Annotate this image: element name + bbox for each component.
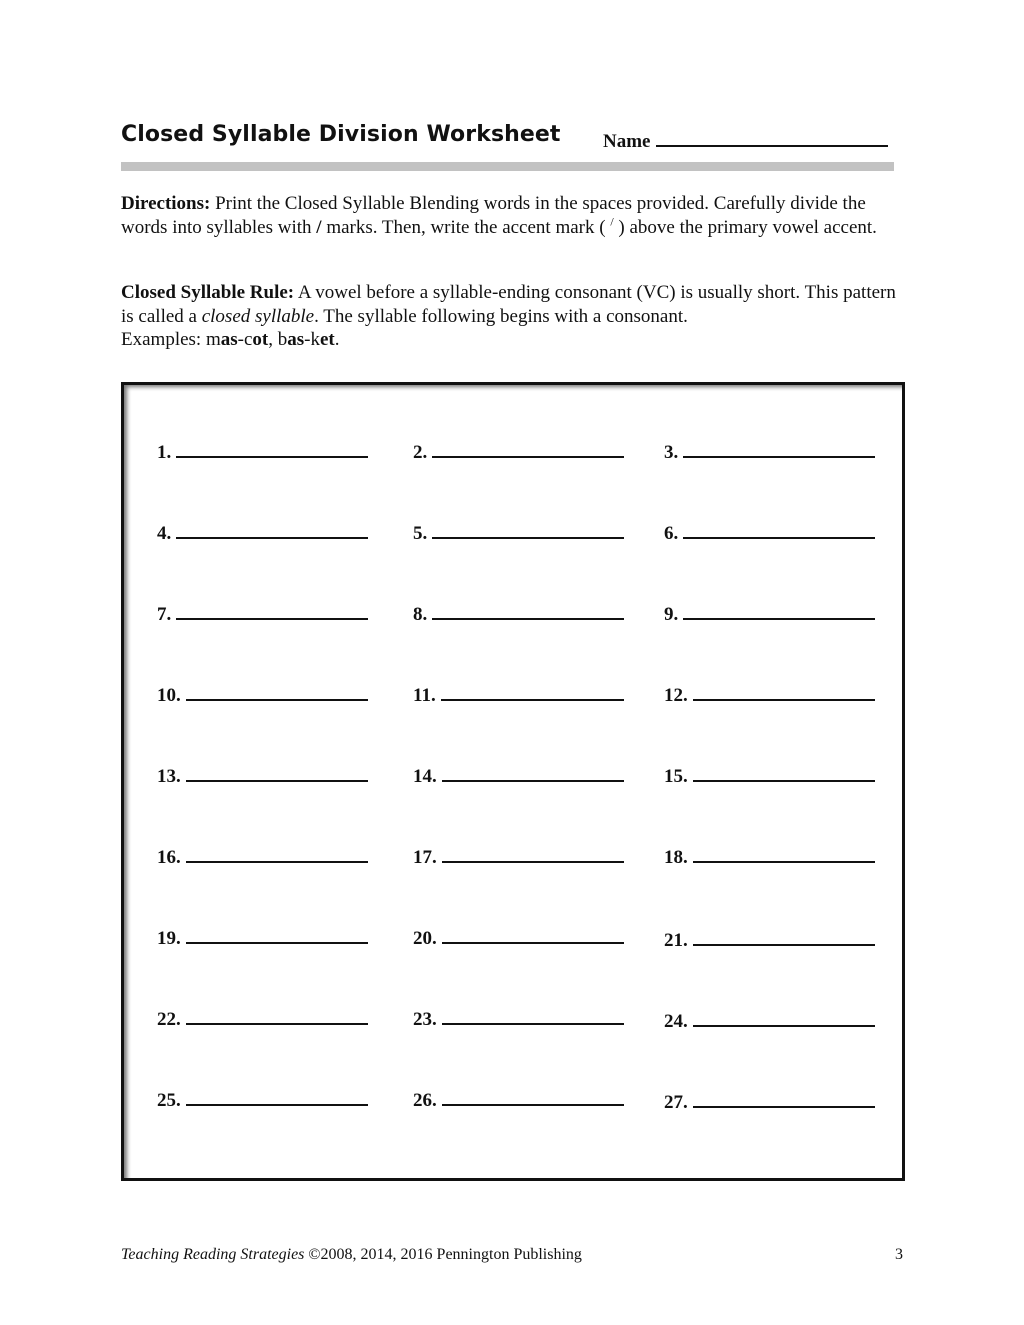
answer-blank[interactable] [442,762,624,782]
answer-item [157,1086,368,1112]
answer-blank[interactable] [693,762,875,782]
item-number: 23. [413,1009,437,1030]
answer-item [664,1007,875,1033]
item-number: 11. [413,685,436,706]
item-number: 1. [157,442,172,463]
answer-item [413,924,624,950]
answer-item [413,1005,624,1031]
item-number: 12. [664,685,688,706]
page-number: 3 [895,1246,903,1263]
answer-item [413,762,624,788]
answer-item [664,843,875,869]
answer-item [157,1005,368,1031]
answer-blank[interactable] [186,843,368,863]
item-number: 27. [664,1092,688,1113]
answer-item [413,438,624,464]
answer-blank[interactable] [176,438,368,458]
answer-item [157,843,368,869]
item-number: 2. [413,442,428,463]
answer-blank[interactable] [442,1005,624,1025]
answer-blank[interactable] [441,681,624,701]
footer-copyright: ©2008, 2014, 2016 Pennington Publishing [304,1246,582,1263]
answer-blank[interactable] [176,600,368,620]
item-number: 3. [664,442,679,463]
directions-text-b: marks. Then, write the accent mark ( [321,216,611,238]
answer-item [664,438,875,464]
answer-item [664,926,875,952]
item-number: 10. [157,685,181,706]
item-number: 4. [157,523,172,544]
answer-blank[interactable] [186,1086,368,1106]
answer-blank[interactable] [186,924,368,944]
item-number: 8. [413,604,428,625]
answer-item [157,438,368,464]
answer-blank[interactable] [683,438,875,458]
footer-book-title: Teaching Reading Strategies [121,1246,305,1263]
examples-label: Examples: [121,329,206,350]
rule-text-a: A vowel before a syllable-ending consonant (VC) is usually short. This pattern is called a [121,282,896,327]
item-number: 9. [664,604,679,625]
answer-blank[interactable] [186,1005,368,1025]
directions-label: Directions: [121,193,211,214]
answer-item [664,1088,875,1114]
answer-item [664,600,875,626]
item-number: 14. [413,766,437,787]
item-number: 15. [664,766,688,787]
answer-blank[interactable] [442,843,624,863]
answer-item [157,681,368,707]
directions-text-c: ) above the primary vowel accent. [613,216,877,238]
item-number: 22. [157,1009,181,1030]
directions-paragraph [121,192,896,239]
answer-item [157,762,368,788]
item-number: 24. [664,1011,688,1032]
item-number: 16. [157,847,181,868]
answer-blank[interactable] [693,1007,875,1027]
answer-item [413,1086,624,1112]
page-title: Closed Syllable Division Worksheet [121,122,561,147]
name-blank-line[interactable] [656,127,888,147]
answer-blank[interactable] [683,519,875,539]
answer-blank[interactable] [432,519,624,539]
answer-item [413,681,624,707]
name-field[interactable] [603,127,888,153]
item-number: 20. [413,928,437,949]
name-label: Name [603,131,651,152]
closed-syllable-rule: Closed Syllable Rule: A vowel before a syllable-ending consonant (VC) is usually short. This pattern is called a closed syllable. The syllable following begins with a consonant. Examples: mas-cot, bas-ket. [121,282,896,350]
accent-mark: / [610,214,614,229]
answer-item [157,924,368,950]
item-number: 21. [664,930,688,951]
example-1: mas-cot [205,329,269,350]
slash-mark: / [316,216,322,238]
answer-blank[interactable] [693,843,875,863]
title-divider [121,162,894,171]
answer-item [157,519,368,545]
answer-blank[interactable] [442,924,624,944]
item-number: 6. [664,523,679,544]
item-number: 13. [157,766,181,787]
answer-blank[interactable] [186,762,368,782]
answer-blank[interactable] [432,438,624,458]
answer-blank[interactable] [693,926,875,946]
item-number: 25. [157,1090,181,1111]
answer-blank[interactable] [693,681,875,701]
answer-item [413,600,624,626]
answer-item [413,843,624,869]
answer-item [664,681,875,707]
item-number: 19. [157,928,181,949]
answer-item [413,519,624,545]
directions-text-a: Print the Closed Syllable Blending words in the spaces provided. Carefully divide the words into syllables with [121,193,866,238]
answer-item [157,600,368,626]
answer-blank[interactable] [186,681,368,701]
item-number: 5. [413,523,428,544]
example-2: bas-ket [277,329,335,350]
answer-item [664,519,875,545]
item-number: 18. [664,847,688,868]
item-number: 7. [157,604,172,625]
answer-blank[interactable] [693,1088,875,1108]
answer-blank[interactable] [176,519,368,539]
item-number: 17. [413,847,437,868]
answer-blank[interactable] [432,600,624,620]
rule-italic-term: closed syllable [201,305,315,327]
item-number: 26. [413,1090,437,1111]
answer-blank[interactable] [442,1086,624,1106]
footer-credit [121,1246,582,1264]
answer-item [664,762,875,788]
answer-blank[interactable] [683,600,875,620]
rule-label: Closed Syllable Rule: [121,282,295,303]
rule-text-b: . The syllable following begins with a consonant. [314,305,688,327]
